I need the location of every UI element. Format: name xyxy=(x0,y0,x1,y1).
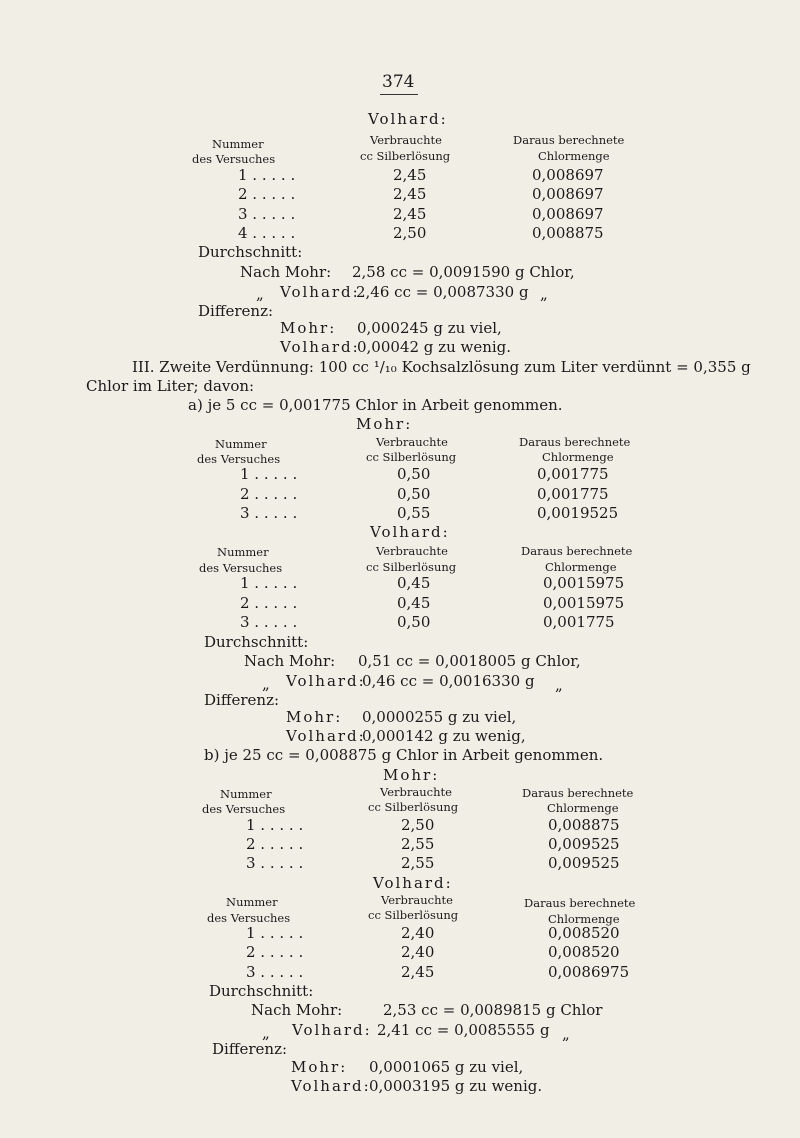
a-mohr-col2-head-2: cc Silberlösung xyxy=(366,450,457,464)
a-mohr-row2-number: 2 . . . . . xyxy=(240,485,298,503)
para-b: b) je 25 cc = 0,008875 g Chlor in Arbeit genommen. xyxy=(204,746,604,764)
s1-method-title: Volhard: xyxy=(368,110,448,128)
s1-row1-chlor: 0,008697 xyxy=(532,166,604,184)
a-volhard-row3-cc: 0,50 xyxy=(397,613,431,631)
b-mohr-col2-head-2: cc Silberlösung xyxy=(368,800,459,814)
a-mohr-row1-chlor: 0,001775 xyxy=(537,465,609,483)
s1-diff2-label: Volhard: xyxy=(280,338,360,356)
s1-col1-head-1: Nummer xyxy=(212,137,264,151)
b-avg2-quote: „ xyxy=(262,1024,270,1042)
para-III-line1: III. Zweite Verdünnung: 100 cc ¹/₁₀ Kochsalzlösung zum Liter verdünnt = 0,355 g xyxy=(132,358,751,376)
b-diff2-value: 0,0003195 g zu wenig. xyxy=(369,1077,543,1095)
s1-row4-cc: 2,50 xyxy=(393,224,427,242)
a-mohr-col1-head-2: des Versuches xyxy=(197,452,281,466)
a-avg1-value: 0,51 cc = 0,0018005 g Chlor, xyxy=(358,652,581,670)
b-volhard-row2-chlor: 0,008520 xyxy=(548,943,620,961)
a-mohr-row1-cc: 0,50 xyxy=(397,465,431,483)
b-mohr-row2-number: 2 . . . . . xyxy=(246,835,304,853)
a-avg2-label: Volhard: xyxy=(286,672,366,690)
s1-col2-head-2: cc Silberlösung xyxy=(360,149,451,163)
b-volhard-row1-cc: 2,40 xyxy=(401,924,435,942)
page-number-rule xyxy=(380,94,418,95)
a-avg1-label: Nach Mohr: xyxy=(244,652,336,670)
a-volhard-row3-chlor: 0,001775 xyxy=(543,613,615,631)
a-avg2-quote: „ xyxy=(262,675,270,693)
b-avg2-tail: „ xyxy=(562,1025,570,1043)
b-volhard-row1-number: 1 . . . . . xyxy=(246,924,304,942)
s1-row2-chlor: 0,008697 xyxy=(532,185,604,203)
b-volhard-title: Volhard: xyxy=(373,874,453,892)
a-mohr-title: Mohr: xyxy=(356,415,413,433)
b-volhard-col2-head-2: cc Silberlösung xyxy=(368,908,459,922)
b-differenz: Differenz: xyxy=(212,1040,288,1058)
a-mohr-col3-head-1: Daraus berechnete xyxy=(519,435,631,449)
b-mohr-row3-number: 3 . . . . . xyxy=(246,854,304,872)
s1-avg1-label: Nach Mohr: xyxy=(240,263,332,281)
b-avg2-label: Volhard: xyxy=(292,1021,372,1039)
b-diff1-value: 0,0001065 g zu viel, xyxy=(369,1058,524,1076)
b-volhard-col2-head-1: Verbrauchte xyxy=(381,893,453,907)
b-avg2-value: 2,41 cc = 0,0085555 g xyxy=(377,1021,550,1039)
s1-row3-chlor: 0,008697 xyxy=(532,205,604,223)
s1-differenz: Differenz: xyxy=(198,302,274,320)
a-mohr-col1-head-1: Nummer xyxy=(215,437,267,451)
s1-avg2-label: Volhard: xyxy=(280,283,360,301)
b-mohr-col1-head-2: des Versuches xyxy=(202,802,286,816)
a-volhard-row3-number: 3 . . . . . xyxy=(240,613,298,631)
a-avg2-value: 0,46 cc = 0,0016330 g xyxy=(362,672,535,690)
a-mohr-row2-chlor: 0,001775 xyxy=(537,485,609,503)
b-mohr-row3-cc: 2,55 xyxy=(401,854,435,872)
b-avg1-value: 2,53 cc = 0,0089815 g Chlor xyxy=(383,1001,603,1019)
a-volhard-row1-cc: 0,45 xyxy=(397,574,431,592)
s1-col2-head-1: Verbrauchte xyxy=(370,133,442,147)
a-volhard-col2-head-2: cc Silberlösung xyxy=(366,560,457,574)
b-diff1-label: Mohr: xyxy=(291,1058,348,1076)
s1-diff1-value: 0,000245 g zu viel, xyxy=(357,319,502,337)
a-volhard-row1-chlor: 0,0015975 xyxy=(543,574,625,592)
s1-col3-head-1: Daraus berechnete xyxy=(513,133,625,147)
a-volhard-col1-head-2: des Versuches xyxy=(199,561,283,575)
b-volhard-row3-number: 3 . . . . . xyxy=(246,963,304,981)
a-differenz: Differenz: xyxy=(204,691,280,709)
para-III-line2: Chlor im Liter; davon: xyxy=(86,377,255,395)
b-volhard-row2-number: 2 . . . . . xyxy=(246,943,304,961)
a-volhard-title: Volhard: xyxy=(370,523,450,541)
s1-row1-number: 1 . . . . . xyxy=(238,166,296,184)
b-volhard-row2-cc: 2,40 xyxy=(401,943,435,961)
b-mohr-col2-head-1: Verbrauchte xyxy=(380,785,452,799)
s1-avg2-quote: „ xyxy=(256,285,264,303)
a-volhard-col3-head-2: Chlormenge xyxy=(545,560,617,574)
s1-row4-chlor: 0,008875 xyxy=(532,224,604,242)
a-diff1-value: 0,0000255 g zu viel, xyxy=(362,708,517,726)
b-mohr-row1-cc: 2,50 xyxy=(401,816,435,834)
b-volhard-col3-head-2: Chlormenge xyxy=(548,912,620,926)
s1-row3-number: 3 . . . . . xyxy=(238,205,296,223)
s1-avg1-value: 2,58 cc = 0,0091590 g Chlor, xyxy=(352,263,575,281)
b-mohr-col3-head-2: Chlormenge xyxy=(547,801,619,815)
b-volhard-row3-cc: 2,45 xyxy=(401,963,435,981)
s1-row1-cc: 2,45 xyxy=(393,166,427,184)
s1-row2-number: 2 . . . . . xyxy=(238,185,296,203)
b-volhard-col1-head-1: Nummer xyxy=(226,895,278,909)
s1-col3-head-2: Chlormenge xyxy=(538,149,610,163)
s1-row2-cc: 2,45 xyxy=(393,185,427,203)
b-volhard-col1-head-2: des Versuches xyxy=(207,911,291,925)
s1-diff1-label: Mohr: xyxy=(280,319,337,337)
para-a: a) je 5 cc = 0,001775 Chlor in Arbeit genommen. xyxy=(188,396,563,414)
a-volhard-col2-head-1: Verbrauchte xyxy=(376,544,448,558)
b-mohr-row2-chlor: 0,009525 xyxy=(548,835,620,853)
a-avg2-tail: „ xyxy=(555,676,563,694)
page-number: 374 xyxy=(382,72,415,92)
b-volhard-row1-chlor: 0,008520 xyxy=(548,924,620,942)
b-mohr-row3-chlor: 0,009525 xyxy=(548,854,620,872)
b-diff2-label: Volhard: xyxy=(291,1077,371,1095)
a-volhard-col3-head-1: Daraus berechnete xyxy=(521,544,633,558)
b-mohr-col3-head-1: Daraus berechnete xyxy=(522,786,634,800)
b-mohr-row2-cc: 2,55 xyxy=(401,835,435,853)
s1-avg2-value: 2,46 cc = 0,0087330 g xyxy=(356,283,529,301)
a-mohr-col3-head-2: Chlormenge xyxy=(542,450,614,464)
b-mohr-row1-number: 1 . . . . . xyxy=(246,816,304,834)
a-volhard-row1-number: 1 . . . . . xyxy=(240,574,298,592)
a-diff2-value: 0,000142 g zu wenig, xyxy=(362,727,526,745)
s1-row3-cc: 2,45 xyxy=(393,205,427,223)
b-mohr-title: Mohr: xyxy=(383,766,440,784)
b-durchschnitt: Durchschnitt: xyxy=(209,982,314,1000)
a-mohr-col2-head-1: Verbrauchte xyxy=(376,435,448,449)
a-mohr-row2-cc: 0,50 xyxy=(397,485,431,503)
a-mohr-row1-number: 1 . . . . . xyxy=(240,465,298,483)
s1-row4-number: 4 . . . . . xyxy=(238,224,296,242)
s1-col1-head-2: des Versuches xyxy=(192,152,276,166)
s1-durchschnitt: Durchschnitt: xyxy=(198,243,303,261)
a-mohr-row3-chlor: 0,0019525 xyxy=(537,504,619,522)
a-diff1-label: Mohr: xyxy=(286,708,343,726)
a-durchschnitt: Durchschnitt: xyxy=(204,633,309,651)
b-mohr-col1-head-1: Nummer xyxy=(220,787,272,801)
s1-avg2-tail: „ xyxy=(540,285,548,303)
a-diff2-label: Volhard: xyxy=(286,727,366,745)
a-mohr-row3-number: 3 . . . . . xyxy=(240,504,298,522)
b-volhard-row3-chlor: 0,0086975 xyxy=(548,963,630,981)
a-volhard-row2-chlor: 0,0015975 xyxy=(543,594,625,612)
b-mohr-row1-chlor: 0,008875 xyxy=(548,816,620,834)
b-avg1-label: Nach Mohr: xyxy=(251,1001,343,1019)
b-volhard-col3-head-1: Daraus berechnete xyxy=(524,896,636,910)
a-volhard-col1-head-1: Nummer xyxy=(217,545,269,559)
s1-diff2-value: 0,00042 g zu wenig. xyxy=(357,338,512,356)
a-volhard-row2-number: 2 . . . . . xyxy=(240,594,298,612)
a-volhard-row2-cc: 0,45 xyxy=(397,594,431,612)
a-mohr-row3-cc: 0,55 xyxy=(397,504,431,522)
